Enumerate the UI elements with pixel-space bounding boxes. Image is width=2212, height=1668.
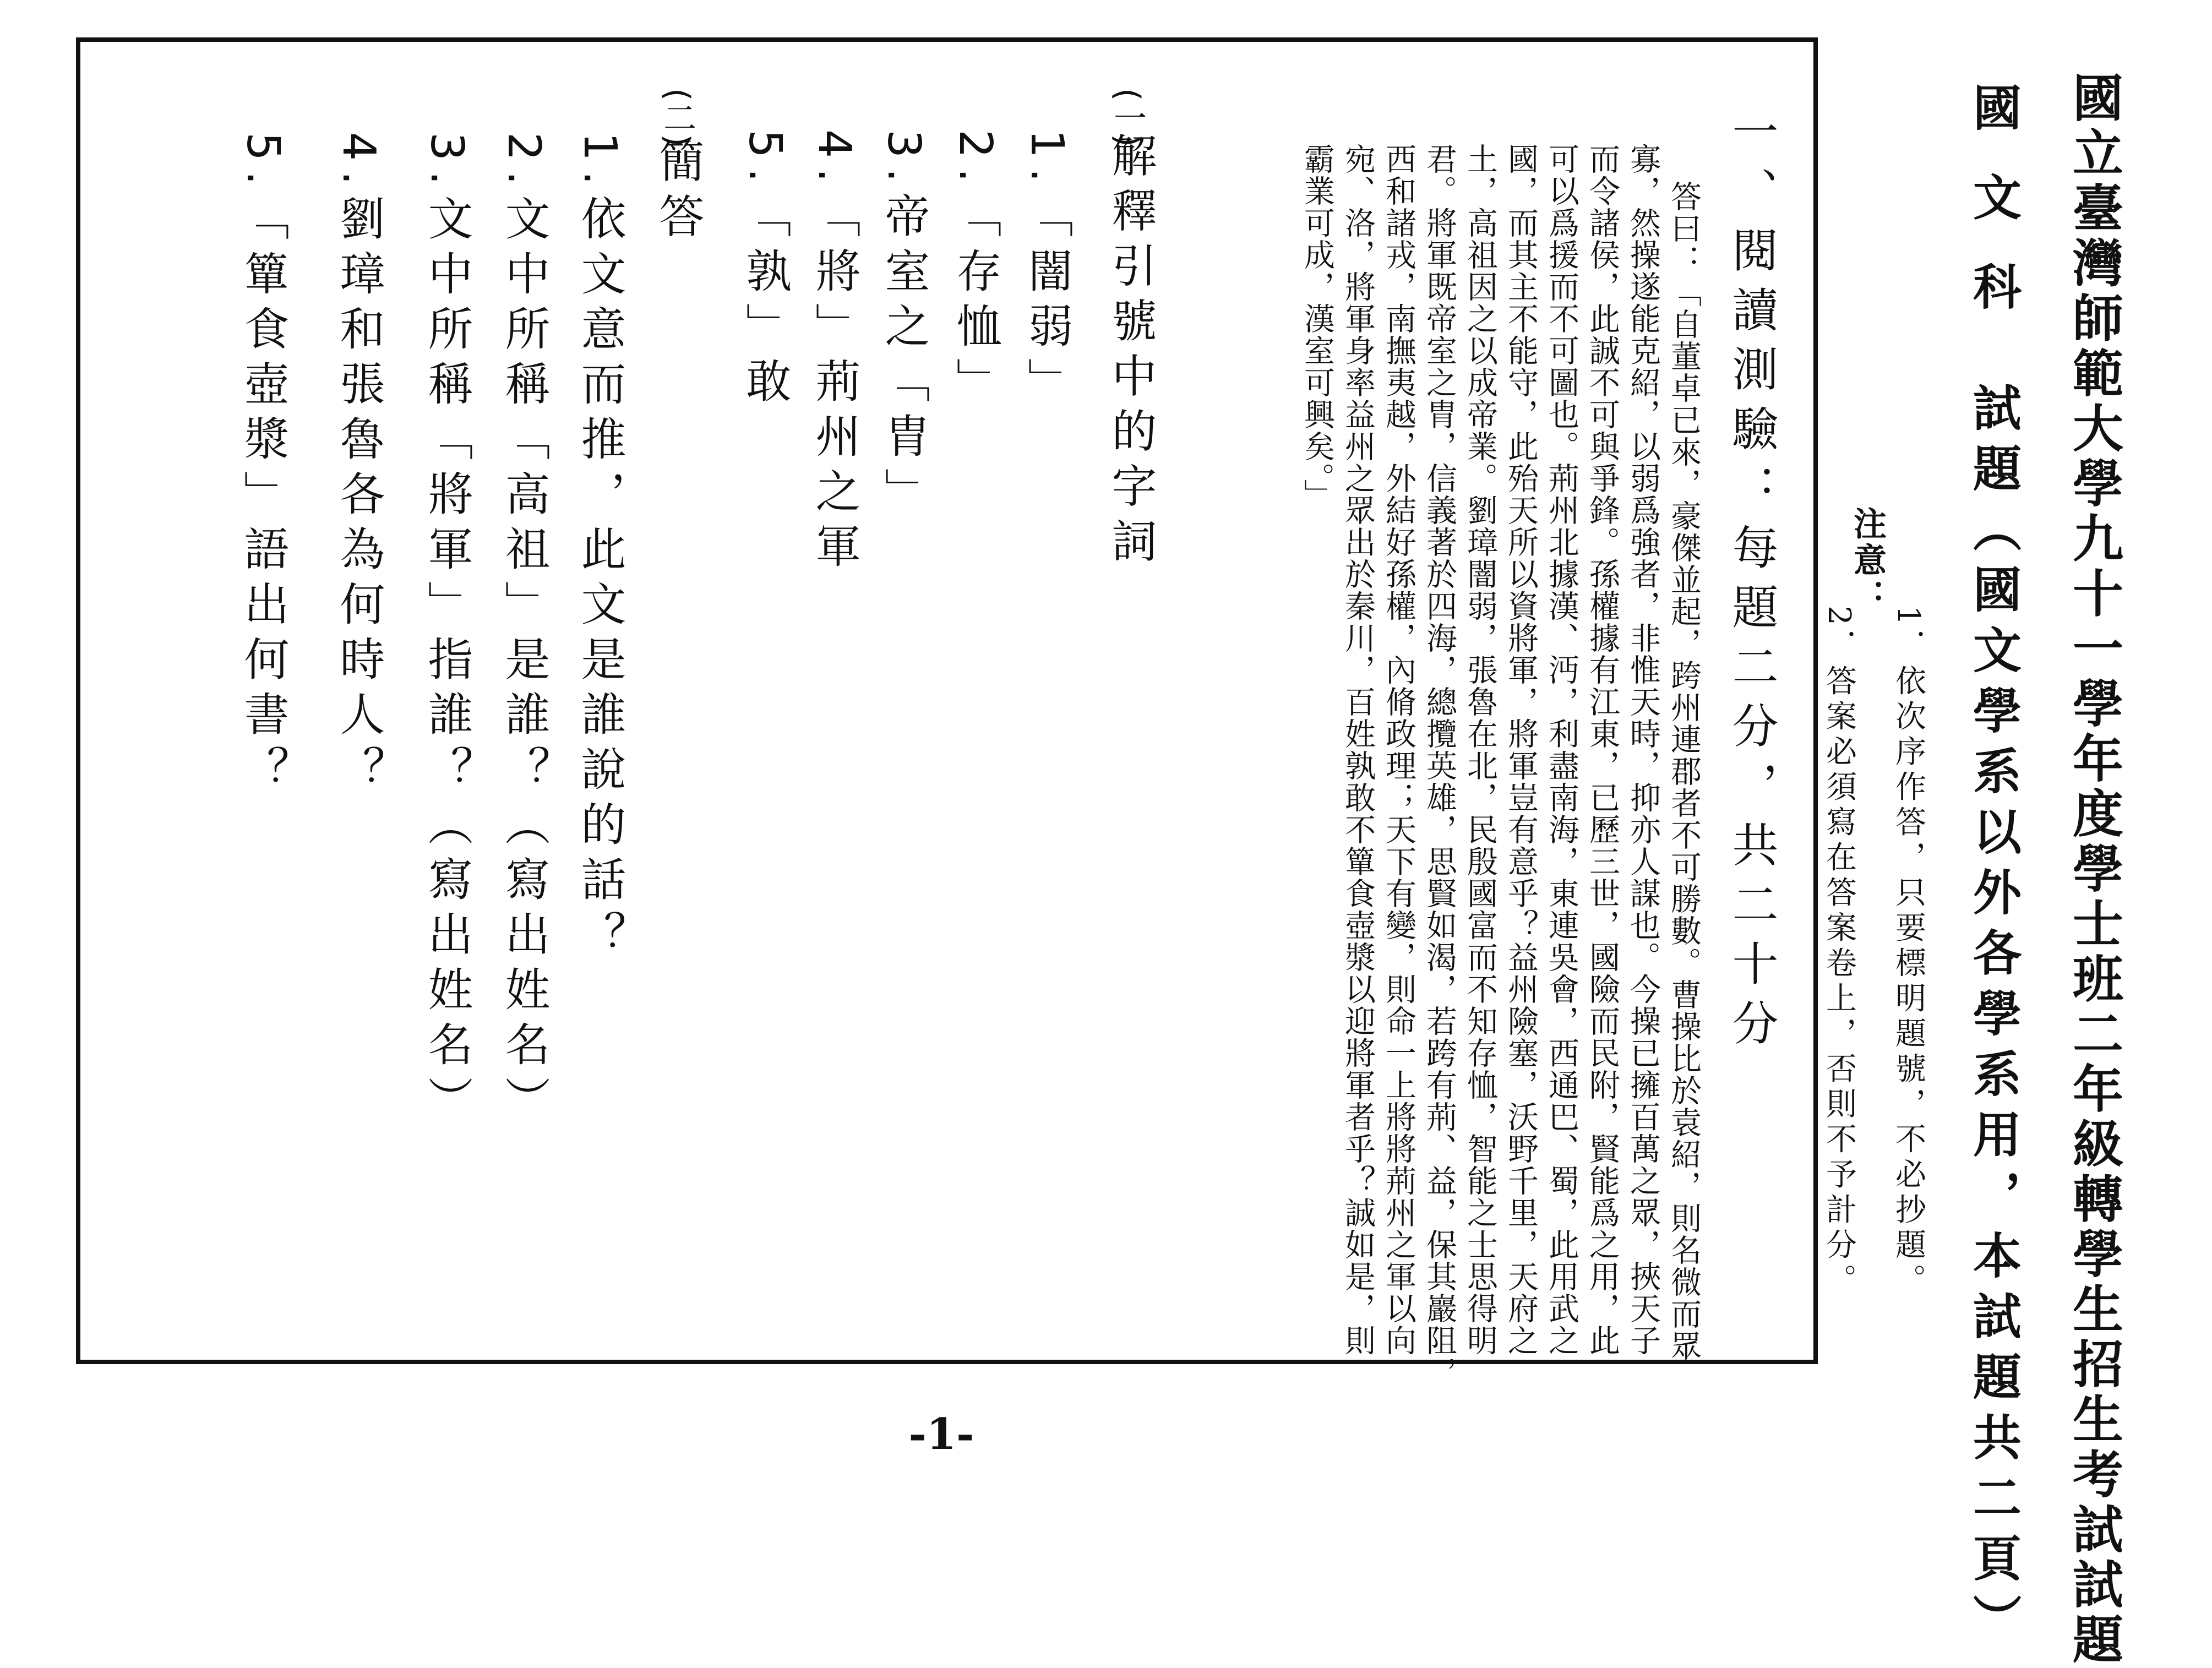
passage-line: 而令諸侯，此誠不可與爭鋒。孫權據有江東，已歷三世，國險而民附，賢能爲之用，此 bbox=[1584, 143, 1620, 1356]
notice-item: 2．答案必須寫在答案卷上，否則不予計分。 bbox=[1821, 606, 1857, 1299]
part-one-item: 1.「闇弱」 bbox=[1021, 129, 1073, 413]
part-two-item: 5.「簞食壺漿」語出何書？ bbox=[237, 132, 289, 801]
passage-line: 答曰：「自董卓已來，豪傑並起，跨州連郡者不可勝數。曹操比於袁紹，則名微而眾 bbox=[1666, 181, 1702, 1362]
part-two-label: (二) bbox=[658, 88, 696, 147]
part-one-item: 5.「孰」敢 bbox=[739, 129, 791, 413]
passage-line: 君。將軍既帝室之胄，信義著於四海，總攬英雄，思賢如渴，若跨有荊、益，保其巖阻， bbox=[1421, 143, 1457, 1388]
part-one-item: 2.「存恤」 bbox=[949, 129, 1001, 413]
passage-line: 土，高祖因之以成帝業。劉璋闇弱，張魯在北，民殷國富而不知存恤，智能之士思得明 bbox=[1462, 143, 1498, 1356]
notice-item: 1．依次序作答，只要標明題號，不必抄題。 bbox=[1890, 606, 1926, 1299]
passage-line: 國，而其主不能守，此殆天所以資將軍，將軍豈有意乎？益州險塞，沃野千里，天府之 bbox=[1503, 143, 1539, 1356]
part-one-item: 4.「將」荊州之軍 bbox=[808, 129, 860, 578]
notice-label: 注意： bbox=[1848, 506, 1887, 615]
exam-subject: 國 文 科 試題（國文學系以外各學系用，本試題共二頁） bbox=[1965, 83, 2023, 1655]
passage-line: 可以爲援而不可圖也。荊州北據漢、沔，利盡南海，東連吳會，西通巴、蜀，此用武之 bbox=[1544, 143, 1579, 1356]
part-two-item: 3.文中所稱「將軍」指誰？（寫出姓名） bbox=[421, 132, 473, 1131]
part-two-item: 2.文中所稱「高祖」是誰？（寫出姓名） bbox=[498, 132, 550, 1131]
part-one-title: 解釋引號中的字詞 bbox=[1104, 132, 1157, 573]
part-two-item: 1.依文意而推，此文是誰說的話？ bbox=[574, 132, 626, 966]
exam-title: 國立臺灣師範大學九十一學年度學士班二年級轉學生招生考試試題 bbox=[2064, 72, 2124, 1668]
part-two-title: 簡答 bbox=[652, 138, 704, 248]
passage-line: 寡，然操遂能克紹，以弱爲強者，非惟天時，抑亦人謀也。今操已擁百萬之眾，挾天子 bbox=[1625, 143, 1661, 1356]
part-one-label: (一) bbox=[1108, 88, 1147, 147]
part-two-item: 4.劉璋和張魯各為何時人？ bbox=[333, 132, 385, 801]
passage-line: 霸業可成，漢室可興矣。」 bbox=[1299, 143, 1335, 511]
page-number: -1- bbox=[908, 1409, 974, 1459]
passage-line: 宛、洛，將軍身率益州之眾出於秦川，百姓孰敢不簞食壺漿以迎將軍者乎？誠如是，則 bbox=[1340, 143, 1376, 1356]
passage-line: 西和諸戎，南撫夷越，外結好孫權，內脩政理；天下有變，則命一上將將荊州之軍以向 bbox=[1381, 143, 1416, 1356]
section-heading: 一、閱讀測驗：每題二分，共二十分 bbox=[1725, 107, 1779, 1059]
part-one-item: 3.帝室之「胄」 bbox=[878, 129, 930, 523]
